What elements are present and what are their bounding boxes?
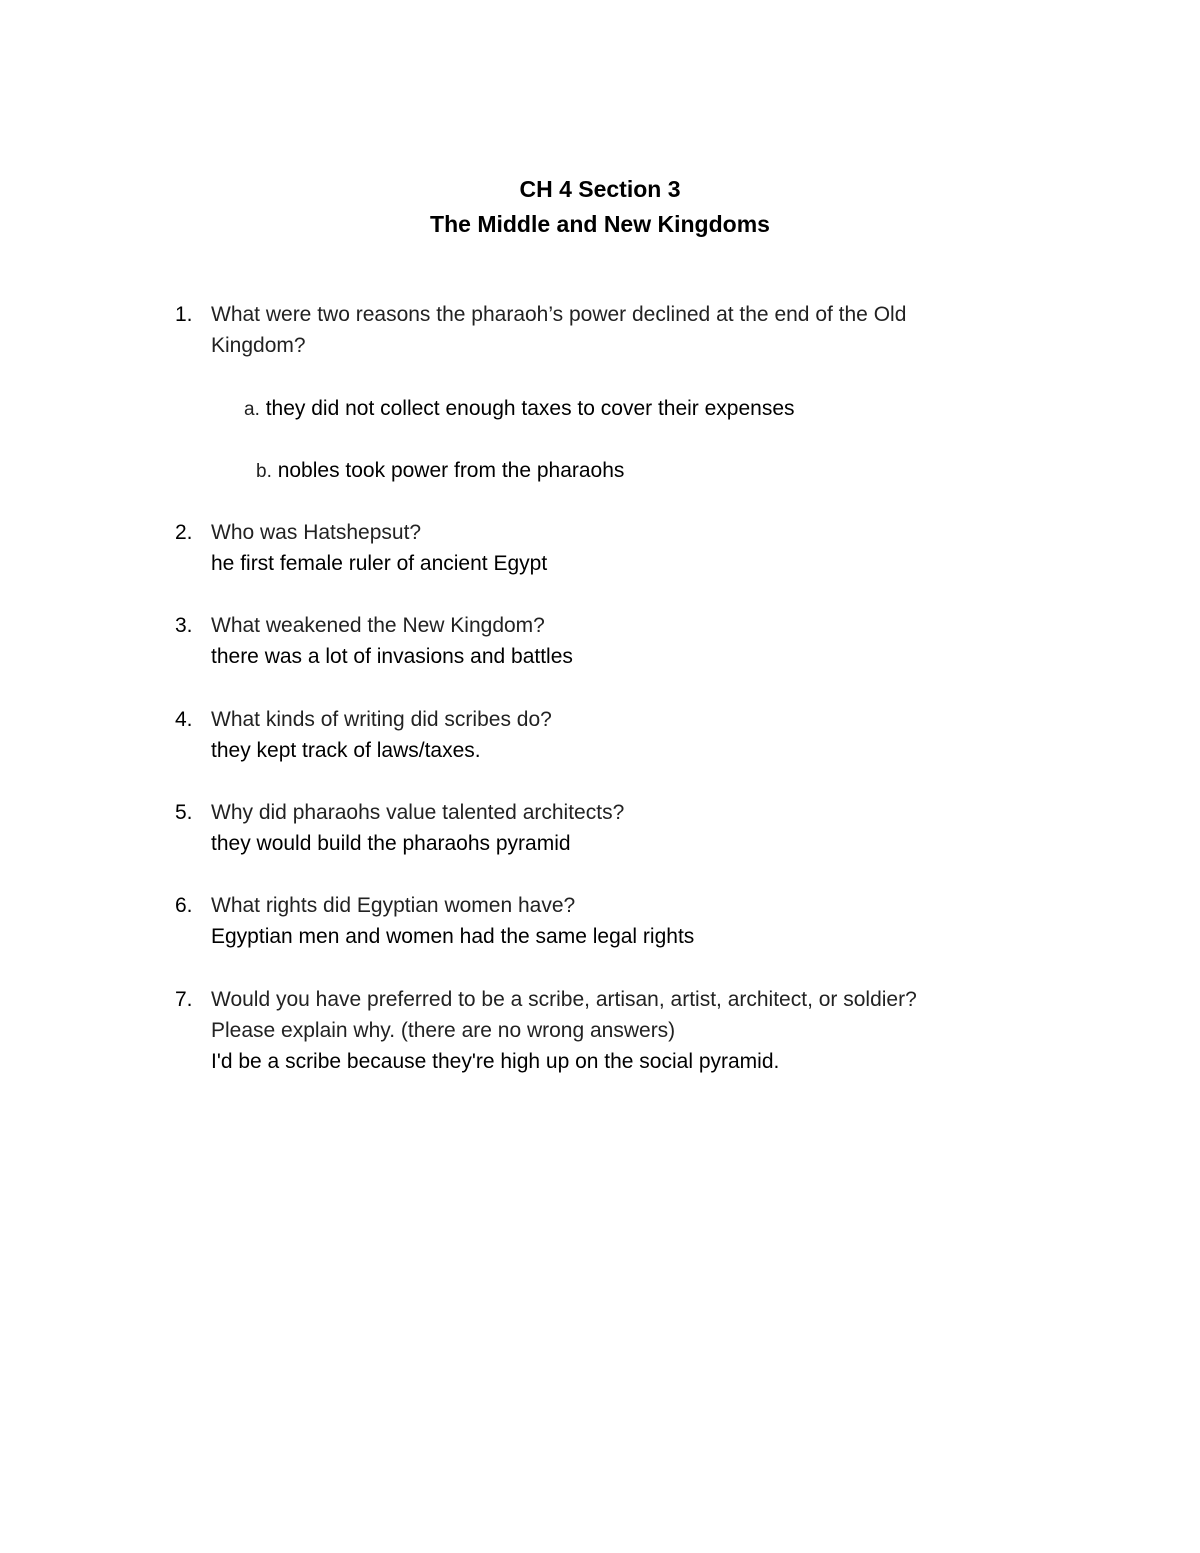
answer-text: there was a lot of invasions and battles bbox=[211, 645, 573, 668]
question-5 bbox=[175, 797, 1035, 859]
answer-text: they would build the pharaohs pyramid bbox=[211, 832, 571, 855]
question-number: 5. bbox=[175, 801, 193, 824]
question-4 bbox=[175, 704, 1035, 766]
question-text-line: What rights did Egyptian women have? bbox=[211, 894, 576, 917]
question-text-line: Would you have preferred to be a scribe, artisan, artist, architect, or soldier? bbox=[211, 988, 917, 1011]
answer-text: he first female ruler of ancient Egypt bbox=[211, 552, 548, 575]
question-text-line: Kingdom? bbox=[211, 334, 306, 357]
answer-text: I'd be a scribe because they're high up on the social pyramid. bbox=[211, 1050, 780, 1073]
page-title: CH 4 Section 3 bbox=[519, 176, 681, 202]
question-text-line: Please explain why. (there are no wrong answers) bbox=[211, 1019, 676, 1042]
question-text-line: Why did pharaohs value talented architects? bbox=[211, 801, 625, 824]
question-3 bbox=[175, 610, 1035, 672]
sub-answer-a bbox=[244, 393, 795, 425]
answer-text: Egyptian men and women had the same legal rights bbox=[211, 925, 695, 948]
question-6 bbox=[175, 890, 1035, 952]
page-subtitle: The Middle and New Kingdoms bbox=[430, 211, 770, 237]
question-number: 1. bbox=[175, 303, 193, 326]
question-2 bbox=[175, 517, 1035, 579]
sub-answer-letter: a. bbox=[244, 399, 260, 420]
sub-answer-letter: b. bbox=[256, 461, 272, 482]
sub-answer-b bbox=[256, 455, 624, 487]
question-text-line: What weakened the New Kingdom? bbox=[211, 614, 545, 637]
question-number: 2. bbox=[175, 521, 193, 544]
question-text-line: Who was Hatshepsut? bbox=[211, 521, 422, 544]
sub-answer-text: nobles took power from the pharaohs bbox=[277, 459, 625, 482]
question-text-line: What were two reasons the pharaoh’s power declined at the end of the Old bbox=[211, 303, 907, 326]
question-1 bbox=[175, 299, 1035, 361]
question-7 bbox=[175, 984, 1035, 1077]
question-number: 7. bbox=[175, 988, 193, 1011]
question-number: 6. bbox=[175, 894, 193, 917]
sub-answer-text: they did not collect enough taxes to cover their expenses bbox=[265, 397, 795, 420]
question-number: 4. bbox=[175, 708, 193, 731]
answer-text: they kept track of laws/taxes. bbox=[211, 739, 481, 762]
question-number: 3. bbox=[175, 614, 193, 637]
question-text-line: What kinds of writing did scribes do? bbox=[211, 708, 552, 731]
